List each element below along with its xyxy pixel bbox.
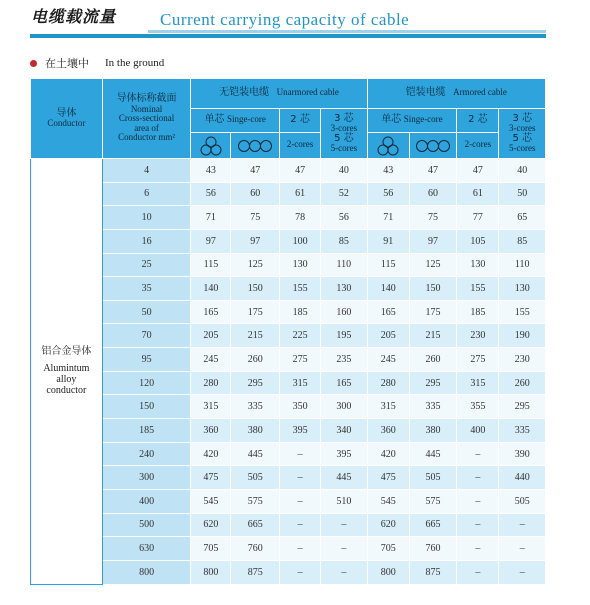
- capacity-cell: 315: [280, 371, 321, 395]
- capacity-cell: 125: [231, 253, 280, 277]
- material-label-en: Alumintum: [43, 363, 90, 375]
- table-row: [31, 371, 546, 395]
- capacity-cell: 125: [409, 253, 456, 277]
- capacity-cell: –: [280, 537, 321, 561]
- capacity-cell: 165: [321, 371, 367, 395]
- capacity-cell: 85: [321, 229, 367, 253]
- capacity-cell: 195: [321, 324, 367, 348]
- table-row: [31, 442, 546, 466]
- capacity-cell: 620: [367, 513, 409, 537]
- capacity-cell: –: [321, 537, 367, 561]
- five-core-cn: 5 芯: [512, 132, 532, 144]
- capacity-cell: 71: [367, 206, 409, 230]
- conductor-material-cell: [31, 159, 103, 585]
- size-header-en-3: area of: [134, 122, 159, 133]
- table-row: [31, 466, 546, 490]
- size-cell: 185: [102, 419, 191, 443]
- capacity-cell: 47: [409, 159, 456, 183]
- size-cell: 35: [102, 277, 191, 301]
- three-core-en: 3-cores: [330, 123, 358, 134]
- capacity-cell: 190: [499, 324, 546, 348]
- capacity-cell: 205: [367, 324, 409, 348]
- five-core-en: 5-cores: [508, 143, 536, 153]
- capacity-cell: 295: [499, 395, 546, 419]
- capacity-cell: 260: [231, 348, 280, 372]
- capacity-cell: –: [457, 513, 499, 537]
- capacity-cell: 130: [321, 277, 367, 301]
- capacity-cell: 77: [457, 206, 499, 230]
- trefoil-cable-icon: [375, 136, 401, 156]
- flat-cable-icon: [415, 139, 451, 153]
- capacity-cell: –: [499, 513, 546, 537]
- size-header: [102, 79, 191, 159]
- capacity-cell: 545: [191, 489, 231, 513]
- armored-2core-header-en: [457, 133, 499, 159]
- armored-3-5core-header: [499, 109, 546, 159]
- unarmored-3-5core-header: [321, 109, 367, 159]
- capacity-cell: 71: [191, 206, 231, 230]
- three-core-cn: 3 芯: [334, 112, 354, 124]
- capacity-cell: 175: [409, 300, 456, 324]
- unarmored-flat-header: [231, 133, 280, 159]
- capacity-cell: 295: [231, 371, 280, 395]
- table-row: [31, 300, 546, 324]
- capacity-cell: 335: [231, 395, 280, 419]
- table-row: [31, 395, 546, 419]
- capacity-cell: –: [280, 513, 321, 537]
- armored-single-core-header: [367, 109, 457, 133]
- size-cell: 95: [102, 348, 191, 372]
- capacity-cell: 260: [409, 348, 456, 372]
- armored-header: [367, 79, 545, 109]
- capacity-cell: 475: [191, 466, 231, 490]
- unarmored-2core-header-en: [280, 133, 321, 159]
- capacity-cell: 420: [191, 442, 231, 466]
- capacity-cell: 505: [409, 466, 456, 490]
- capacity-cell: 91: [367, 229, 409, 253]
- single-core-cn: 单芯: [204, 114, 225, 126]
- size-header-en-4: Conductor mm²: [118, 132, 176, 143]
- capacity-cell: 47: [231, 159, 280, 183]
- capacity-cell: 215: [231, 324, 280, 348]
- capacity-cell: 350: [280, 395, 321, 419]
- capacity-cell: 340: [321, 419, 367, 443]
- capacity-cell: 100: [280, 229, 321, 253]
- capacity-cell: –: [280, 442, 321, 466]
- section-label-en: In the ground: [105, 57, 165, 69]
- capacity-cell: 260: [499, 371, 546, 395]
- size-cell: 120: [102, 371, 191, 395]
- capacity-cell: 245: [191, 348, 231, 372]
- capacity-cell: 155: [457, 277, 499, 301]
- armored-header-cn: 铠装电缆: [405, 87, 446, 99]
- capacity-cell: 475: [367, 466, 409, 490]
- size-cell: 150: [102, 395, 191, 419]
- capacity-cell: 155: [499, 300, 546, 324]
- single-core-en: Singe-core: [403, 114, 443, 125]
- page-title-en: Current carrying capacity of cable: [160, 10, 410, 29]
- size-cell: 6: [102, 182, 191, 206]
- section-label-cn: 在土壤中: [45, 57, 89, 70]
- capacity-cell: 245: [367, 348, 409, 372]
- table-row: [31, 206, 546, 230]
- capacity-cell: 280: [367, 371, 409, 395]
- table-row: [31, 419, 546, 443]
- capacity-cell: 230: [499, 348, 546, 372]
- capacity-cell: 110: [499, 253, 546, 277]
- capacity-cell: 47: [457, 159, 499, 183]
- conductor-header-en: Conductor: [47, 118, 86, 129]
- capacity-cell: 510: [321, 489, 367, 513]
- capacity-cell: 230: [457, 324, 499, 348]
- capacity-cell: 400: [457, 419, 499, 443]
- table-row: [31, 348, 546, 372]
- capacity-cell: 97: [409, 229, 456, 253]
- size-cell: 300: [102, 466, 191, 490]
- table-row: [31, 513, 546, 537]
- capacity-cell: 395: [321, 442, 367, 466]
- capacity-table: [30, 78, 546, 585]
- capacity-cell: 295: [409, 371, 456, 395]
- table-row: [31, 537, 546, 561]
- capacity-cell: –: [280, 489, 321, 513]
- capacity-cell: 56: [367, 182, 409, 206]
- capacity-cell: 140: [367, 277, 409, 301]
- size-cell: 630: [102, 537, 191, 561]
- two-core-cn: 2 芯: [468, 114, 488, 126]
- capacity-cell: 360: [367, 419, 409, 443]
- capacity-cell: 760: [231, 537, 280, 561]
- capacity-cell: 335: [409, 395, 456, 419]
- armored-trefoil-header: [367, 133, 409, 159]
- title-underline-light: [148, 30, 546, 33]
- capacity-cell: 335: [499, 419, 546, 443]
- table-row: [31, 229, 546, 253]
- armored-flat-header: [409, 133, 456, 159]
- capacity-cell: 150: [409, 277, 456, 301]
- capacity-cell: –: [457, 466, 499, 490]
- unarmored-trefoil-header: [191, 133, 231, 159]
- size-header-cn: 导体标称截面: [116, 93, 177, 105]
- size-header-en-1: Nominal: [130, 103, 163, 114]
- size-cell: 50: [102, 300, 191, 324]
- conductor-header-cn: 导体: [56, 107, 77, 119]
- capacity-cell: 665: [231, 513, 280, 537]
- capacity-cell: 380: [409, 419, 456, 443]
- capacity-cell: 97: [231, 229, 280, 253]
- capacity-cell: 75: [409, 206, 456, 230]
- table-row: [31, 159, 546, 183]
- capacity-cell: 150: [231, 277, 280, 301]
- capacity-cell: 355: [457, 395, 499, 419]
- flat-cable-icon: [237, 139, 273, 153]
- capacity-cell: –: [499, 560, 546, 584]
- page-header: [0, 0, 590, 40]
- capacity-cell: 85: [499, 229, 546, 253]
- capacity-cell: –: [457, 489, 499, 513]
- capacity-cell: 52: [321, 182, 367, 206]
- capacity-cell: –: [280, 466, 321, 490]
- capacity-cell: 60: [409, 182, 456, 206]
- capacity-cell: 575: [231, 489, 280, 513]
- capacity-cell: 800: [367, 560, 409, 584]
- single-core-cn: 单芯: [381, 114, 402, 126]
- capacity-cell: 505: [499, 489, 546, 513]
- capacity-cell: 115: [191, 253, 231, 277]
- size-cell: 70: [102, 324, 191, 348]
- capacity-cell: 205: [191, 324, 231, 348]
- size-header-en-2: Cross-sectional: [118, 113, 175, 124]
- five-core-en: 5-cores: [330, 143, 358, 153]
- capacity-cell: –: [280, 560, 321, 584]
- capacity-cell: 130: [457, 253, 499, 277]
- two-core-en: 2-cores: [286, 139, 314, 150]
- three-core-cn: 3 芯: [512, 112, 532, 124]
- three-core-en: 3-cores: [508, 123, 536, 134]
- table-row: [31, 324, 546, 348]
- material-label-cn: 铝合金导体: [41, 346, 92, 358]
- capacity-cell: 705: [367, 537, 409, 561]
- unarmored-single-core-header: [191, 109, 280, 133]
- capacity-cell: 315: [457, 371, 499, 395]
- capacity-cell: 875: [231, 560, 280, 584]
- capacity-cell: 160: [321, 300, 367, 324]
- capacity-cell: 705: [191, 537, 231, 561]
- capacity-cell: –: [321, 513, 367, 537]
- material-label-en: conductor: [46, 385, 87, 397]
- capacity-cell: 420: [367, 442, 409, 466]
- unarmored-header: [191, 79, 367, 109]
- size-cell: 10: [102, 206, 191, 230]
- capacity-cell: 445: [409, 442, 456, 466]
- size-cell: 800: [102, 560, 191, 584]
- five-core-cn: 5 芯: [334, 132, 354, 144]
- capacity-cell: 300: [321, 395, 367, 419]
- capacity-cell: 505: [231, 466, 280, 490]
- capacity-cell: 800: [191, 560, 231, 584]
- table-row: [31, 560, 546, 584]
- capacity-cell: 275: [457, 348, 499, 372]
- capacity-cell: 235: [321, 348, 367, 372]
- capacity-cell: 110: [321, 253, 367, 277]
- capacity-cell: 60: [231, 182, 280, 206]
- capacity-cell: 280: [191, 371, 231, 395]
- capacity-cell: 97: [191, 229, 231, 253]
- capacity-cell: –: [457, 560, 499, 584]
- title-underline-dark: [30, 34, 546, 38]
- capacity-cell: 65: [499, 206, 546, 230]
- two-core-cn: 2 芯: [290, 114, 310, 126]
- two-core-en: 2-cores: [464, 139, 492, 150]
- capacity-cell: 140: [191, 277, 231, 301]
- table-row: [31, 253, 546, 277]
- capacity-cell: –: [457, 537, 499, 561]
- capacity-cell: 175: [231, 300, 280, 324]
- capacity-cell: 50: [499, 182, 546, 206]
- capacity-cell: 56: [321, 206, 367, 230]
- capacity-cell: 115: [367, 253, 409, 277]
- capacity-cell: 155: [280, 277, 321, 301]
- capacity-cell: 43: [191, 159, 231, 183]
- capacity-cell: 315: [191, 395, 231, 419]
- capacity-cell: 445: [231, 442, 280, 466]
- capacity-cell: 315: [367, 395, 409, 419]
- table-row: [31, 182, 546, 206]
- capacity-cell: 395: [280, 419, 321, 443]
- capacity-cell: 130: [280, 253, 321, 277]
- capacity-cell: 40: [321, 159, 367, 183]
- capacity-cell: 78: [280, 206, 321, 230]
- capacity-cell: 390: [499, 442, 546, 466]
- capacity-cell: –: [499, 537, 546, 561]
- page-title-cn: 电缆载流量: [31, 7, 117, 26]
- capacity-cell: 445: [321, 466, 367, 490]
- capacity-cell: 275: [280, 348, 321, 372]
- trefoil-cable-icon: [198, 136, 224, 156]
- capacity-cell: 56: [191, 182, 231, 206]
- capacity-cell: 61: [280, 182, 321, 206]
- capacity-cell: 665: [409, 513, 456, 537]
- capacity-cell: 105: [457, 229, 499, 253]
- capacity-cell: 165: [191, 300, 231, 324]
- capacity-cell: 185: [457, 300, 499, 324]
- unarmored-header-en: Unarmored cable: [276, 87, 339, 98]
- capacity-cell: 43: [367, 159, 409, 183]
- table-row: [31, 489, 546, 513]
- size-cell: 500: [102, 513, 191, 537]
- size-cell: 4: [102, 159, 191, 183]
- armored-2core-header-cn: [457, 109, 499, 133]
- conductor-header: [31, 79, 103, 159]
- unarmored-2core-header-cn: [280, 109, 321, 133]
- capacity-cell: 165: [367, 300, 409, 324]
- capacity-cell: 130: [499, 277, 546, 301]
- single-core-en: Singe-core: [226, 114, 266, 125]
- capacity-cell: 620: [191, 513, 231, 537]
- capacity-cell: 40: [499, 159, 546, 183]
- capacity-cell: 215: [409, 324, 456, 348]
- capacity-cell: 225: [280, 324, 321, 348]
- capacity-cell: 360: [191, 419, 231, 443]
- capacity-cell: 75: [231, 206, 280, 230]
- capacity-cell: –: [457, 442, 499, 466]
- section-heading: [30, 55, 164, 71]
- size-cell: 16: [102, 229, 191, 253]
- capacity-cell: 61: [457, 182, 499, 206]
- capacity-cell: 875: [409, 560, 456, 584]
- capacity-cell: 47: [280, 159, 321, 183]
- bullet-icon: [30, 60, 37, 67]
- capacity-cell: –: [321, 560, 367, 584]
- armored-header-en: Armored cable: [453, 87, 507, 98]
- unarmored-header-cn: 无铠装电缆: [219, 87, 270, 99]
- table-row: [31, 277, 546, 301]
- capacity-cell: 380: [231, 419, 280, 443]
- size-cell: 240: [102, 442, 191, 466]
- capacity-cell: 760: [409, 537, 456, 561]
- size-cell: 25: [102, 253, 191, 277]
- size-cell: 400: [102, 489, 191, 513]
- table-body: [31, 159, 546, 585]
- capacity-cell: 185: [280, 300, 321, 324]
- capacity-cell: 575: [409, 489, 456, 513]
- material-label-en: alloy: [56, 374, 77, 386]
- capacity-cell: 440: [499, 466, 546, 490]
- capacity-cell: 545: [367, 489, 409, 513]
